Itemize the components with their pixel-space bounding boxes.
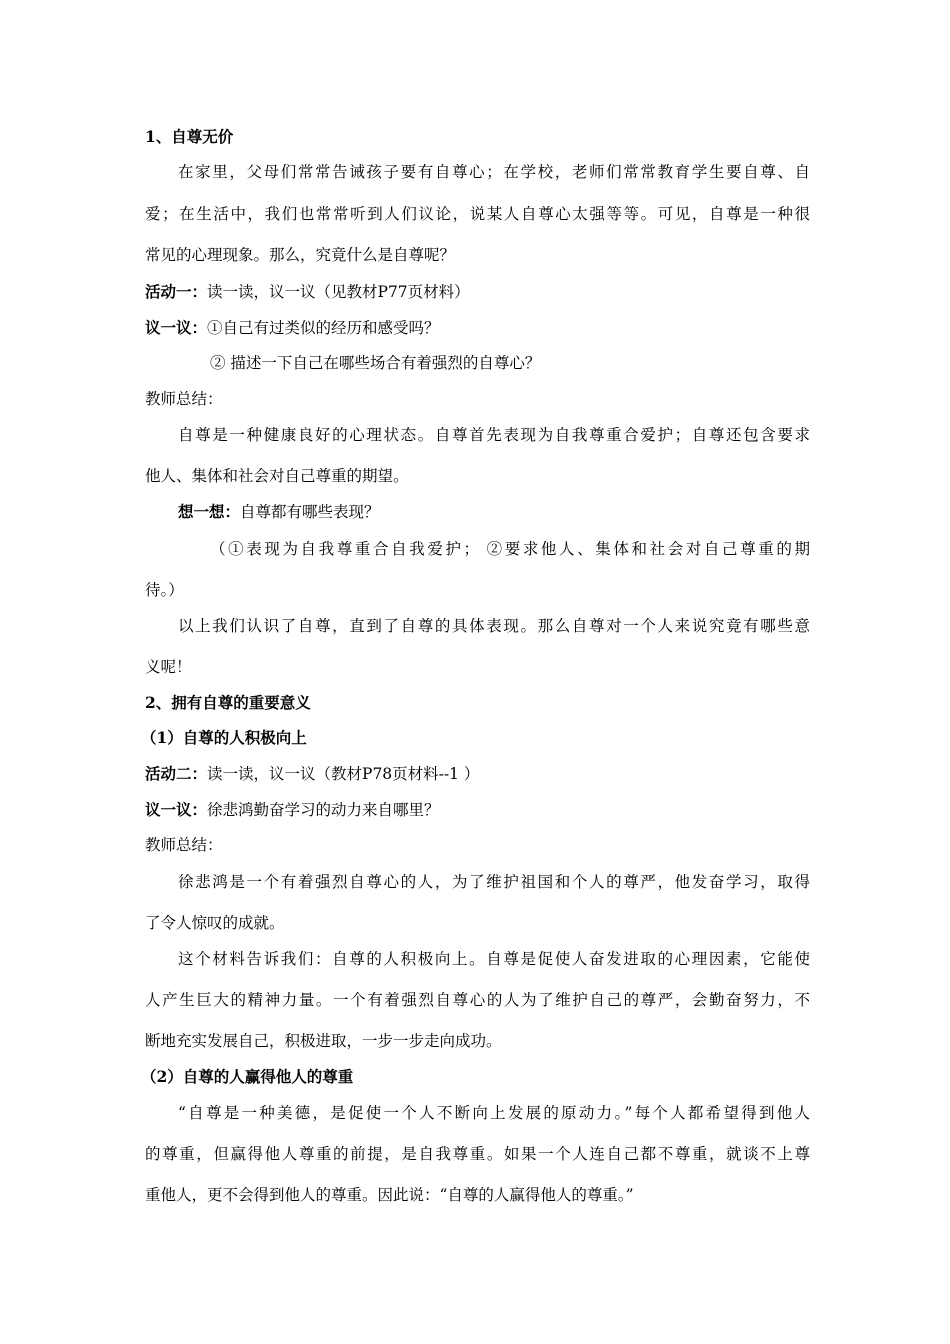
- paragraph-line: 以上我们认识了自尊，直到了自尊的具体表现。那么自尊对一个人来说究竟有哪些意: [178, 617, 810, 635]
- paragraph-line: 自尊是一种健康良好的心理状态。自尊首先表现为自我尊重合爱护；自尊还包含要求: [178, 426, 810, 444]
- activity-text: 读一读，议一议（见教材P77页材料）: [207, 283, 470, 301]
- paragraph-line: 人产生巨大的精神力量。一个有着强烈自尊心的人为了维护自己的尊严，会勤奋努力，不: [145, 991, 810, 1009]
- discussion-line: [145, 799, 810, 821]
- paragraph-line: （①表现为自我尊重合自我爱护； ②要求他人、集体和社会对自己尊重的期: [210, 540, 810, 558]
- paragraph-line: 断地充实发展自己，积极进取，一步一步走向成功。: [145, 1032, 502, 1050]
- think-label: 想一想：: [178, 502, 241, 521]
- activity-line: [145, 763, 810, 785]
- teacher-summary-label: 教师总结：: [145, 836, 223, 854]
- think-question: 自尊都有哪些表现？: [240, 503, 380, 521]
- activity-line: [145, 281, 810, 303]
- paragraph-line: 爱；在生活中，我们也常常听到人们议论，说某人自尊心太强等等。可见，自尊是一种很: [145, 205, 810, 223]
- section-heading: 1、自尊无价: [145, 127, 234, 146]
- discussion-label: 议一议：: [145, 800, 208, 819]
- activity-label: 活动一：: [145, 282, 208, 301]
- paragraph-line: 徐悲鸿是一个有着强烈自尊心的人，为了维护祖国和个人的尊严，他发奋学习，取得: [178, 873, 810, 891]
- activity-text: 读一读，议一议（教材P78页材料--1 ）: [207, 765, 480, 783]
- paragraph-line: 他人、集体和社会对自己尊重的期望。: [145, 467, 409, 485]
- paragraph-line: 的尊重，但赢得他人尊重的前提，是自我尊重。如果一个人连自己都不尊重，就谈不上尊: [145, 1145, 810, 1163]
- paragraph-line: 这个材料告诉我们：自尊的人积极向上。自尊是促使人奋发进取的心理因素，它能使: [178, 950, 810, 968]
- paragraph-line: 了令人惊叹的成就。: [145, 914, 285, 932]
- paragraph-line: 在家里，父母们常常告诫孩子要有自尊心；在学校，老师们常常教育学生要自尊、自: [178, 163, 810, 181]
- discussion-label: 议一议：: [145, 318, 208, 337]
- discussion-line: [145, 317, 810, 339]
- section-heading: 2、拥有自尊的重要意义: [145, 693, 311, 712]
- paragraph-line: 重他人，更不会得到他人的尊重。因此说：“自尊的人赢得他人的尊重。”: [145, 1186, 634, 1204]
- paragraph-line: 常见的心理现象。那么，究竟什么是自尊呢？: [145, 246, 456, 264]
- subsection-heading: （2）自尊的人赢得他人的尊重: [141, 1067, 354, 1086]
- teacher-summary-label: 教师总结：: [145, 390, 223, 408]
- subsection-heading: （1）自尊的人积极向上: [141, 728, 307, 747]
- paragraph-line: 义呢！: [145, 658, 192, 676]
- paragraph-line: 待。）: [145, 581, 184, 599]
- think-line: [178, 501, 810, 523]
- discussion-question: ①自己有过类似的经历和感受吗？: [207, 319, 440, 337]
- activity-label: 活动二：: [145, 764, 208, 783]
- discussion-question: ② 描述一下自己在哪些场合有着强烈的自尊心？: [210, 354, 541, 372]
- paragraph-line: “自尊是一种美德，是促使一个人不断向上发展的原动力。”每个人都希望得到他人: [178, 1104, 810, 1122]
- discussion-question: 徐悲鸿勤奋学习的动力来自哪里？: [207, 801, 440, 819]
